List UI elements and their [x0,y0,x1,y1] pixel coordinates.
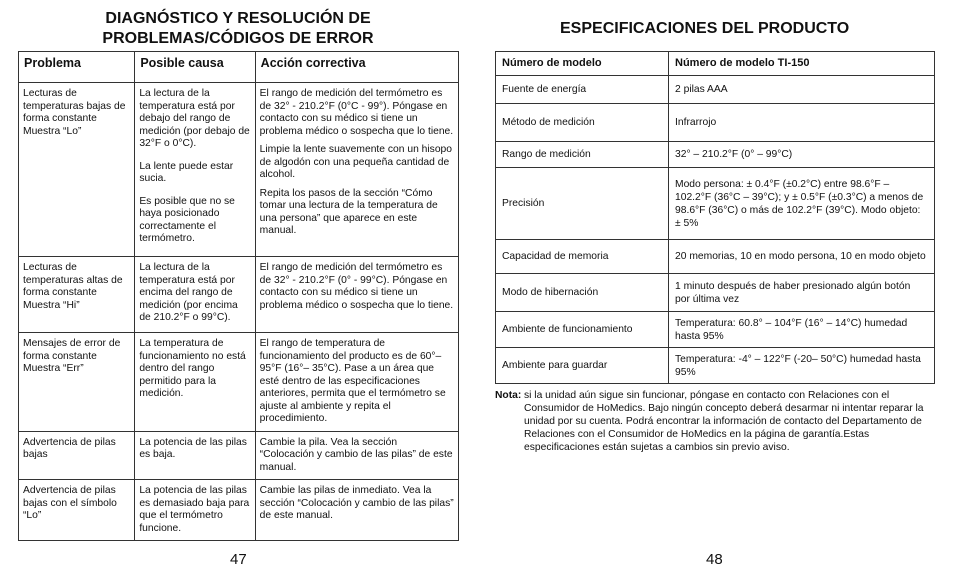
spec-row [496,104,935,142]
action-cell: Cambie las pilas de inmediato. Vea la sección “Colocación y cambio de las pilas” de este manual. [255,480,458,541]
spec-row [496,76,935,104]
header-problem: Problema [19,52,135,83]
table-header-row [19,52,459,83]
title-line-1: DIAGNÓSTICO Y RESOLUCIÓN DE [105,10,371,27]
problem-cell: Lecturas de temperaturas bajas de forma constante Muestra “Lo” [19,83,135,257]
spec-label: Precisión [496,168,669,240]
troubleshooting-title [18,9,458,49]
header-action: Acción correctiva [255,52,458,83]
specifications-title: ESPECIFICACIONES DEL PRODUCTO [560,20,850,37]
spec-value: Temperatura: 60.8° – 104°F (16° – 14°C) humedad hasta 95% [669,312,935,348]
cause-cell [135,83,255,257]
spec-label: Rango de medición [496,142,669,168]
page-number-right: 48 [706,551,723,568]
action-cell: Cambie la pila. Vea la sección “Colocación y cambio de las pilas” de este manual. [255,431,458,480]
spec-row [496,274,935,312]
spec-label: Ambiente de funcionamiento [496,312,669,348]
spec-value: Modo persona: ± 0.4°F (±0.2°C) entre 98.6°F – 102.2°F (36°C – 39°C); y ± 0.5°F (±0.3°C) a menos de 98.6°F (36°C) o más de 102.2°F (39°C). Modo objeto: ± 5% [669,168,935,240]
cause-text: La lectura de la temperatura está por debajo del rango de medición (por debajo de 32°F o 0°C). [139,88,250,149]
problem-cell: Mensajes de error de forma constante Muestra “Err” [19,333,135,432]
spec-value: 2 pilas AAA [669,76,935,104]
spec-header-value: Número de modelo TI-150 [669,52,935,76]
note-label: Nota: [495,390,522,401]
action-cell: El rango de temperatura de funcionamiento del producto es de 60°– 95°F (16°– 35°C). Pase a un área que esté dentro de las especificaciones anteriores, permita que el termómetro se ajuste al ambiente y repita el procedimiento. [255,333,458,432]
troubleshooting-table [18,51,459,541]
spec-value: Temperatura: -4° – 122°F (-20– 50°C) humedad hasta 95% [669,348,935,384]
title-line-2: PROBLEMAS/CÓDIGOS DE ERROR [102,30,374,47]
action-cell: El rango de medición del termómetro es de 32° - 210.2°F (0° - 99°C). Póngase en contacto con su médico si tiene un problema médico o sospecha que lo tiene. [255,257,458,333]
table-row [19,480,459,541]
spec-label: Método de medición [496,104,669,142]
spec-header-label: Número de modelo [496,52,669,76]
spec-label: Modo de hibernación [496,274,669,312]
spec-row [496,142,935,168]
cause-cell: La lectura de la temperatura está por encima del rango de medición (por encima de 210.2°F o 99°C). [135,257,255,333]
specifications-table [495,51,935,384]
spec-label: Fuente de energía [496,76,669,104]
spec-label: Ambiente para guardar [496,348,669,384]
cause-cell: La potencia de las pilas es baja. [135,431,255,480]
problem-cell: Lecturas de temperaturas altas de forma constante Muestra “Hi” [19,257,135,333]
note-text: si la unidad aún sigue sin funcionar, póngase en contacto con Relaciones con el Consumidor de HoMedics. Bajo ningún concepto deberá desarmar ni intentar reparar la unidad por su cuenta. Podrá encontrar la información de contacto del Departamento de Relaciones con el Consumidor de HoMedics en la página de garantía.Estas especificaciones están sujetas a cambios sin previo aviso. [524,390,924,453]
spec-header-row [496,52,935,76]
page-number-left: 47 [230,551,247,568]
table-row [19,83,459,257]
table-row [19,431,459,480]
action-text: Limpie la lente suavemente con un hisopo de algodón con una pequeña cantidad de alcohol. [259,144,453,180]
spec-value: 1 minuto después de haber presionado algún botón por última vez [669,274,935,312]
cause-text: Es posible que no se haya posicionado correctamente el termómetro. [139,195,235,244]
spec-row [496,240,935,274]
cause-text: La lente puede estar sucia. [139,160,234,184]
spec-row [496,312,935,348]
spec-value: Infrarrojo [669,104,935,142]
action-text: Repita los pasos de la sección “Cómo tomar una lectura de la temperatura de una persona” que aparece en este manual. [259,187,438,236]
problem-cell: Advertencia de pilas bajas con el símbolo “Lo” [19,480,135,541]
note-paragraph [495,389,935,454]
problem-cell: Advertencia de pilas bajas [19,431,135,480]
action-cell [255,83,458,257]
table-row [19,257,459,333]
action-text: El rango de medición del termómetro es de 32° - 210.2°F (0°C - 99°). Póngase en contacto con su médico si tiene un problema médico o sospecha que lo tiene. [259,88,454,137]
spec-value: 20 memorias, 10 en modo persona, 10 en modo objeto [669,240,935,274]
table-row [19,333,459,432]
spec-label: Capacidad de memoria [496,240,669,274]
spec-value: 32° – 210.2°F (0° – 99°C) [669,142,935,168]
cause-cell: La temperatura de funcionamiento no está dentro del rango permitido para la medición. [135,333,255,432]
spec-row [496,348,935,384]
header-cause: Posible causa [135,52,255,83]
spec-row [496,168,935,240]
cause-cell: La potencia de las pilas es demasiado baja para que el termómetro funcione. [135,480,255,541]
